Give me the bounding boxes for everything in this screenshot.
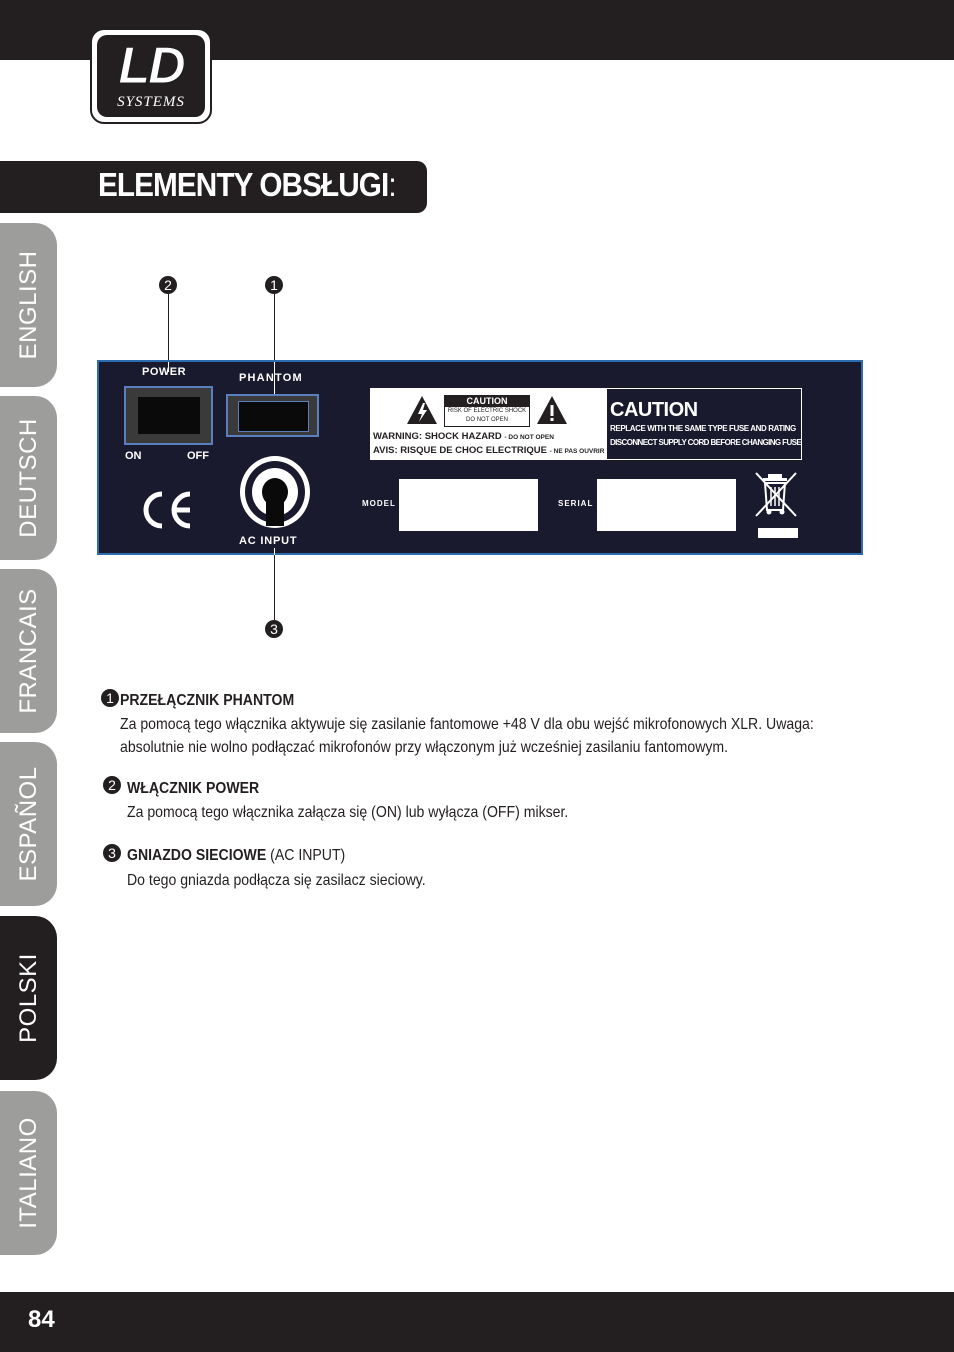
callout-3: 3 — [265, 620, 283, 638]
item-2-heading-bold: WŁĄCZNIK POWER — [127, 780, 260, 797]
tab-english[interactable] — [0, 223, 57, 387]
model-label: MODEL — [362, 499, 396, 508]
caution-mini-do-not-open: DO NOT OPEN — [466, 417, 508, 423]
item-2-number: 2 — [103, 776, 121, 794]
phantom-label: PHANTOM — [239, 372, 303, 384]
page-number: 84 — [28, 1306, 55, 1333]
leader-line-2 — [168, 294, 169, 360]
model-plate — [399, 479, 538, 531]
serial-label: SERIAL — [558, 499, 594, 508]
fuse-caution-line1: REPLACE WITH THE SAME TYPE FUSE AND RATING — [610, 424, 796, 433]
callout-2: 2 — [159, 276, 177, 294]
tab-polski-label: POLSKI — [14, 953, 42, 1043]
tab-italiano-label: ITALIANO — [14, 1117, 42, 1229]
tab-italiano[interactable] — [0, 1091, 57, 1255]
leader-line-3 — [274, 555, 275, 620]
fuse-caution-line2: DISCONNECT SUPPLY CORD BEFORE CHANGING FUSE — [610, 438, 802, 447]
ce-mark-icon — [138, 490, 196, 530]
bottom-bar — [0, 1292, 954, 1352]
callout-1: 1 — [265, 276, 283, 294]
ld-systems-logo — [90, 28, 212, 124]
weee-bin-icon — [754, 470, 802, 540]
power-label: POWER — [142, 366, 187, 378]
lightning-warning-icon — [406, 395, 438, 425]
warning-line — [373, 431, 554, 442]
avis-tail-text: - NE PAS OUVRIR — [549, 448, 605, 455]
tab-deutsch-label: DEUTSCH — [14, 418, 42, 538]
shock-warning-label — [370, 388, 606, 460]
logo-systems-text: SYSTEMS — [117, 94, 185, 110]
page-title-colon: : — [388, 166, 396, 203]
ac-input-label: AC INPUT — [239, 535, 298, 547]
item-1-line-2: absolutnie nie wolno podłączać mikrofonów przy włączonym już wcześniej zasilaniu fantomowym. — [120, 739, 729, 756]
avis-main-text: AVIS: RISQUE DE CHOC ELECTRIQUE — [373, 445, 548, 456]
item-1-heading-bold: PRZEŁĄCZNIK PHANTOM — [120, 692, 295, 709]
item-3-heading-extra: (AC INPUT) — [266, 847, 346, 864]
off-label: OFF — [187, 450, 209, 462]
item-1-body — [120, 713, 814, 759]
phantom-switch-rocker — [238, 401, 309, 432]
warning-tail-text: - DO NOT OPEN — [504, 434, 554, 441]
page-title-text: ELEMENTY OBSŁUGI — [98, 166, 389, 203]
item-2-body — [127, 801, 568, 824]
caution-mini-box — [444, 395, 530, 427]
tab-francais-label: FRANCAIS — [14, 588, 42, 714]
power-switch-rocker — [138, 397, 200, 434]
power-switch[interactable] — [124, 386, 213, 445]
on-label: ON — [125, 450, 142, 462]
item-1-number: 1 — [101, 689, 119, 707]
logo-ld-text: LD — [118, 37, 184, 95]
tab-polski[interactable] — [0, 916, 57, 1080]
serial-plate — [597, 479, 736, 531]
tab-deutsch[interactable] — [0, 396, 57, 560]
leader-line-3-inner — [274, 548, 275, 555]
tab-espanol-label: ESPAÑOL — [14, 766, 42, 882]
item-1-line-1: Za pomocą tego włącznika aktywuje się zasilanie fantomowe +48 V dla obu wejść mikrofonowych XLR. Uwaga: — [120, 716, 814, 733]
item-2-heading — [127, 780, 259, 798]
fuse-caution-title: CAUTION — [610, 399, 698, 421]
exclamation-warning-icon — [536, 395, 568, 425]
avis-line — [373, 445, 604, 456]
phantom-switch[interactable] — [226, 394, 319, 437]
item-3-line-1: Do tego gniazda podłącza się zasilacz sieciowy. — [127, 872, 426, 889]
tab-espanol[interactable] — [0, 742, 57, 906]
tab-english-label: ENGLISH — [14, 250, 42, 360]
warning-main-text: WARNING: SHOCK HAZARD — [373, 431, 502, 442]
fuse-caution-label — [606, 388, 802, 460]
item-3-heading-bold: GNIAZDO SIECIOWE — [127, 847, 267, 864]
item-2-line-1: Za pomocą tego włącznika załącza się (ON) lub wyłącza (OFF) mikser. — [127, 804, 569, 821]
item-3-heading — [127, 847, 345, 865]
leader-line-1 — [274, 294, 275, 360]
ac-input-socket-slot — [266, 500, 284, 526]
item-3-number: 3 — [103, 844, 121, 862]
tab-francais[interactable] — [0, 569, 57, 733]
item-3-body — [127, 869, 426, 892]
page-title — [98, 166, 396, 204]
item-1-heading — [120, 692, 294, 710]
caution-mini-title: CAUTION — [445, 396, 529, 407]
caution-mini-risk: RISK OF ELECTRIC SHOCK — [447, 408, 527, 414]
